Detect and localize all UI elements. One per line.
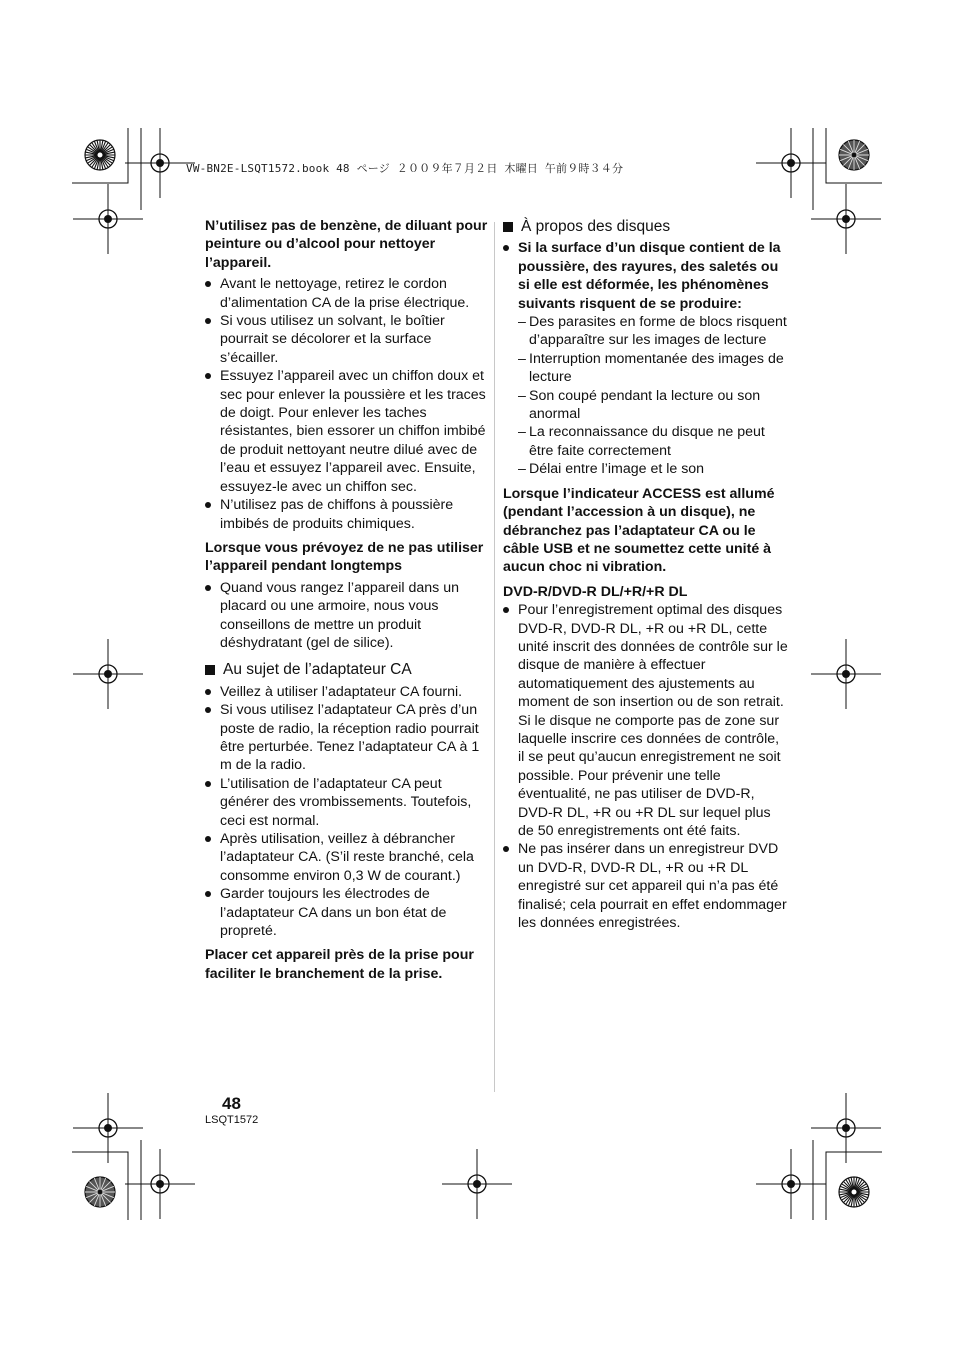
- bullet-icon: [205, 502, 211, 508]
- list-item-text: La reconnaissance du disque ne peut être faite correctement: [529, 424, 765, 459]
- list-item: [205, 701, 490, 775]
- list-item: [205, 579, 490, 653]
- dvd-subheading: DVD-R/DVD-R DL/+R/+R DL: [503, 583, 688, 600]
- discs-heading: [503, 218, 788, 236]
- list-item: [503, 423, 788, 460]
- list-item: [503, 313, 788, 350]
- storage-list: [205, 579, 490, 653]
- dash-icon: –: [518, 424, 526, 441]
- dvd-list: [503, 601, 788, 932]
- list-item-text: Après utilisation, veillez à débrancher l’adaptateur CA. (S’il reste branché, cela consomme environ 0,3 W de courant.): [220, 831, 474, 884]
- list-item: [503, 460, 788, 478]
- bullet-icon: [205, 781, 211, 787]
- bullet-icon: [205, 281, 211, 287]
- list-item: [205, 367, 490, 496]
- list-item-text: L’utilisation de l’adaptateur CA peut générer des vrombissements. Toutefois, ceci est normal.: [220, 775, 472, 829]
- list-item: [503, 601, 788, 840]
- discs-list: [503, 239, 788, 313]
- bullet-icon: [205, 891, 211, 897]
- adapter-heading: [205, 661, 490, 679]
- discs-symptoms-list: [503, 313, 788, 479]
- list-item-text: Essuyez l’appareil avec un chiffon doux et sec pour enlever la poussière et les traces de doigt. Pour enlever les taches résistantes, bien essorer un chiffon imbibé de produit nettoyant neutre dilué avec de l’eau et essuyez l’appareil avec. Ensuite, essuyez-le avec un chiffon sec.: [220, 368, 486, 495]
- model-code: LSQT1572: [205, 1114, 259, 1126]
- list-item-text: Garder toujours les électrodes de l’adaptateur CA dans un bon état de propreté.: [220, 886, 447, 940]
- list-item: [205, 312, 490, 367]
- dash-icon: –: [518, 461, 526, 478]
- list-item-text: Si vous utilisez un solvant, le boîtier pourrait se décolorer et la surface s’écailler.: [220, 313, 445, 366]
- square-bullet-icon: [503, 222, 513, 232]
- bullet-icon: [503, 846, 509, 852]
- list-item: [205, 275, 490, 312]
- list-item-text: Si vous utilisez l’adaptateur CA près d’un poste de radio, la réception radio pourrait être perturbée. Tenez l’adaptateur CA à 1 m de la radio.: [220, 702, 480, 774]
- list-item: [205, 830, 490, 885]
- list-item: [503, 387, 788, 424]
- list-item: [205, 775, 490, 830]
- page-number: 48: [222, 1094, 241, 1113]
- square-bullet-icon: [205, 665, 215, 675]
- bullet-icon: [205, 373, 211, 379]
- list-item: [205, 683, 490, 701]
- list-item-text: Avant le nettoyage, retirez le cordon d’alimentation CA de la prise électrique.: [220, 276, 470, 311]
- list-item-text: Pour l’enregistrement optimal des disques DVD-R, DVD-R DL, +R ou +R DL, cette unité inscrit des données de contrôle sur le disque de manière à effectuer automatiquement des ajustements au moment de son insertion ou de son retrait. Si le disque ne comporte pas de zone sur laquelle inscrire ces données de contrôle, il se peut qu’aucun enregistrement ne soit possible. Pour prévenir une telle éventualité, ne pas utiliser de DVD-R, DVD-R DL, +R ou +R DL sur lequel plus de 50 enregistrements ont été faits.: [518, 602, 788, 839]
- list-item-text: Quand vous rangez l’appareil dans un placard ou une armoire, nous vous conseillons de mettre un produit déshydratant (gel de silice).: [220, 579, 459, 651]
- list-item-text: Interruption momentanée des images de lecture: [529, 350, 784, 386]
- bullet-icon: [205, 707, 211, 713]
- bullet-icon: [205, 689, 211, 695]
- dash-icon: –: [518, 387, 526, 404]
- cleaning-warning: N’utilisez pas de benzène, de diluant pour peinture ou d’alcool pour nettoyer l’appareil.: [205, 218, 488, 271]
- list-item: [503, 239, 788, 313]
- left-column: [205, 217, 490, 986]
- list-item: [205, 496, 490, 533]
- list-item: [205, 885, 490, 940]
- access-warning: Lorsque l’indicateur ACCESS est allumé (pendant l’accession à un disque), ne débranchez pas l’adaptateur CA ou le câble USB et ne soumettez cette unité à aucun choc ni vibration.: [503, 485, 775, 576]
- list-item-text: Ne pas insérer dans un enregistreur DVD un DVD-R, DVD-R DL, +R ou +R DL enregistré sur cet appareil qui n’a pas été finalisé; cela pourrait en effet endommager les données enregistrées.: [518, 841, 787, 932]
- list-item-text: N’utilisez pas de chiffons à poussière imbibés de produits chimiques.: [220, 497, 454, 532]
- outlet-note: Placer cet appareil près de la prise pour faciliter le branchement de la prise.: [205, 947, 474, 982]
- cleaning-list: [205, 275, 490, 533]
- column-divider: [494, 222, 495, 1092]
- discs-heading-text: À propos des disques: [521, 218, 671, 235]
- print-header: VW-BN2E-LSQT1572.book 48 ページ ２００９年７月２日 木曜日 午前９時３４分: [186, 162, 624, 175]
- list-item-text: Veillez à utiliser l’adaptateur CA fourni.: [220, 683, 463, 700]
- adapter-list: [205, 683, 490, 941]
- list-item-text: Délai entre l’image et le son: [529, 461, 705, 478]
- bullet-icon: [205, 585, 211, 591]
- list-item: [503, 350, 788, 387]
- dash-icon: –: [518, 350, 526, 367]
- adapter-heading-text: Au sujet de l’adaptateur CA: [223, 661, 412, 679]
- list-item-text: Si la surface d’un disque contient de la poussière, des rayures, des saletés ou si elle est déformée, les phénomènes suivants risquent de se produire:: [518, 240, 781, 312]
- list-item-text: Son coupé pendant la lecture ou son anormal: [529, 387, 761, 423]
- bullet-icon: [205, 836, 211, 842]
- list-item: [503, 840, 788, 932]
- storage-heading: Lorsque vous prévoyez de ne pas utiliser l’appareil pendant longtemps: [205, 539, 484, 575]
- bullet-icon: [503, 245, 509, 251]
- dash-icon: –: [518, 314, 526, 331]
- bullet-icon: [503, 607, 509, 613]
- list-item-text: Des parasites en forme de blocs risquent d’apparaître sur les images de lecture: [529, 314, 787, 349]
- bullet-icon: [205, 318, 211, 324]
- right-column: [503, 218, 788, 937]
